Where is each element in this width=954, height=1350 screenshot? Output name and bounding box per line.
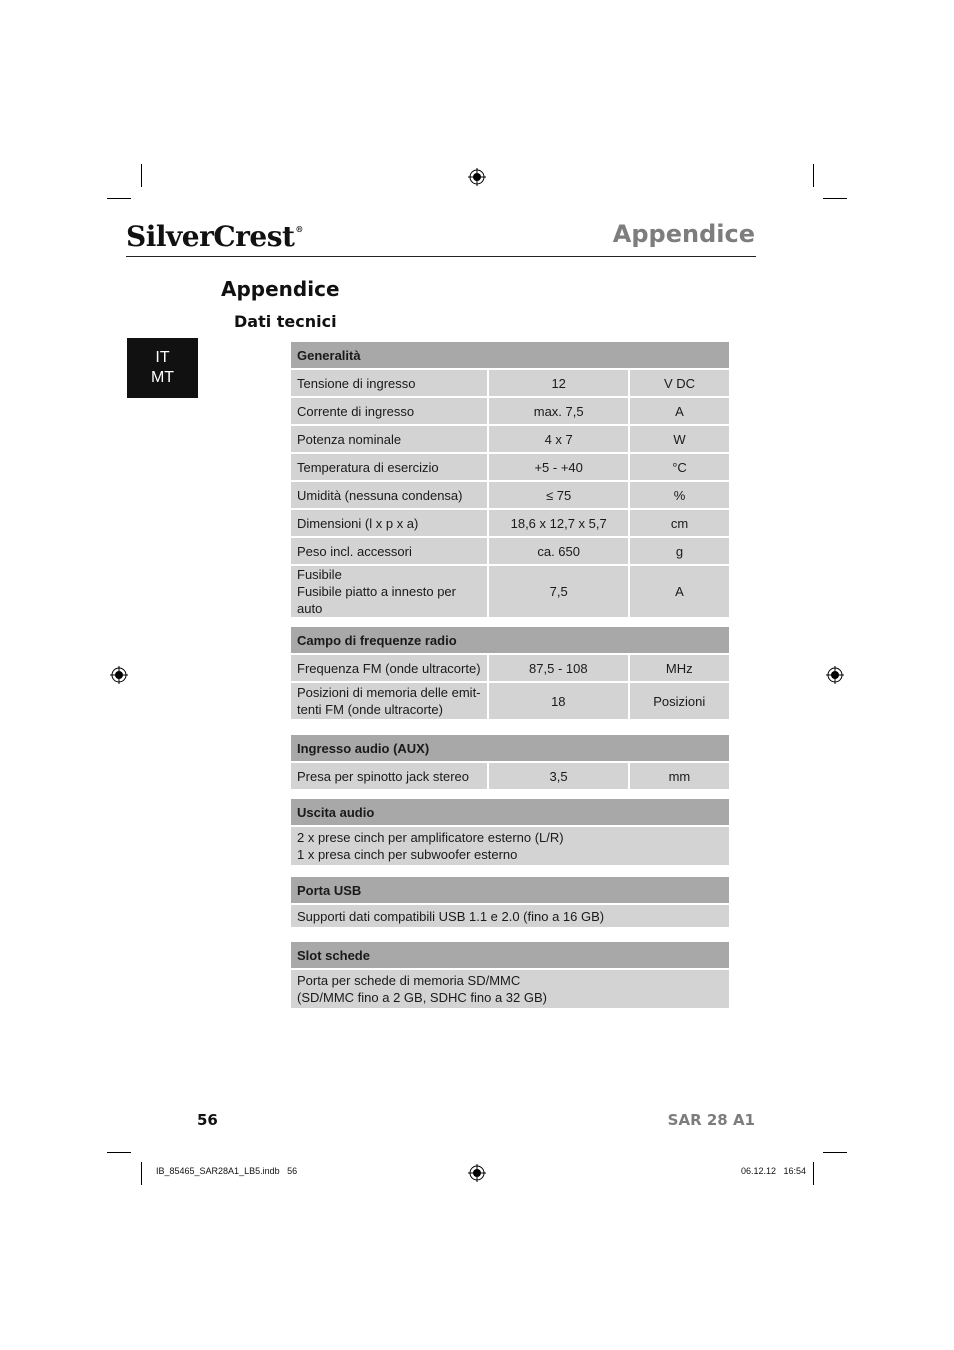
table-row: 2 x prese cinch per amplificatore esterno (L/R) 1 x presa cinch per subwoofer esterno — [290, 826, 730, 866]
brand-logo: SilverCrest® — [126, 220, 303, 253]
table-row: Posizioni di memoria delle emit- tenti FM (onde ultracorte) 18 Posizioni — [290, 682, 730, 720]
table-row: Dimensioni (l x p x a) 18,6 x 12,7 x 5,7 cm — [290, 509, 730, 537]
crop-mark — [813, 1162, 814, 1185]
crop-mark — [141, 164, 142, 187]
header-title: Appendice — [612, 220, 755, 248]
table-row: Peso incl. accessori ca. 650 g — [290, 537, 730, 565]
table-row: Porta per schede di memoria SD/MMC (SD/MMC fino a 2 GB, SDHC fino a 32 GB) — [290, 969, 730, 1009]
table-row: Umidità (nessuna condensa) ≤ 75 % — [290, 481, 730, 509]
crop-mark — [107, 1152, 131, 1153]
registration-mark-icon — [468, 1164, 486, 1182]
table-aux — [289, 733, 731, 791]
crop-mark — [141, 1162, 142, 1185]
table-row: Tensione di ingresso 12 V DC — [290, 369, 730, 397]
table-row: Frequenza FM (onde ultracorte) 87,5 - 108 MHz — [290, 654, 730, 682]
slug-date: 06.12.12 16:54 — [740, 1166, 806, 1176]
table-slot — [289, 940, 731, 1010]
page-number: 56 — [197, 1111, 218, 1129]
crop-mark — [813, 164, 814, 187]
table-header: Generalità — [290, 341, 730, 369]
language-code-it: IT — [155, 349, 170, 366]
language-tab — [127, 338, 198, 398]
table-row: Fusibile Fusibile piatto a innesto per auto 7,5 A — [290, 565, 730, 618]
table-uscita — [289, 797, 731, 867]
registration-mark-icon — [826, 666, 844, 684]
slug-file: IB_85465_SAR28A1_LB5.indb 56 — [156, 1166, 298, 1176]
table-row: Temperatura di esercizio +5 - +40 °C — [290, 453, 730, 481]
table-header: Ingresso audio (AUX) — [290, 734, 730, 762]
registration-mark-icon — [468, 168, 486, 186]
crop-mark — [823, 1152, 847, 1153]
table-header: Porta USB — [290, 876, 730, 904]
table-row: Potenza nominale 4 x 7 W — [290, 425, 730, 453]
table-header: Campo di frequenze radio — [290, 626, 730, 654]
crop-mark — [823, 198, 847, 199]
table-row: Supporti dati compatibili USB 1.1 e 2.0 (fino a 16 GB) — [290, 904, 730, 928]
table-usb — [289, 875, 731, 929]
registration-mark-icon — [110, 666, 128, 684]
table-row: Presa per spinotto jack stereo 3,5 mm — [290, 762, 730, 790]
table-generalita — [289, 340, 731, 619]
page-title: Appendice — [221, 277, 340, 301]
language-code-mt: MT — [150, 369, 175, 386]
table-header: Slot schede — [290, 941, 730, 969]
section-title: Dati tecnici — [234, 312, 337, 331]
table-radio — [289, 625, 731, 721]
model-number: SAR 28 A1 — [667, 1111, 755, 1129]
crop-mark — [107, 198, 131, 199]
table-row: Corrente di ingresso max. 7,5 A — [290, 397, 730, 425]
header-rule — [126, 256, 756, 257]
table-header: Uscita audio — [290, 798, 730, 826]
